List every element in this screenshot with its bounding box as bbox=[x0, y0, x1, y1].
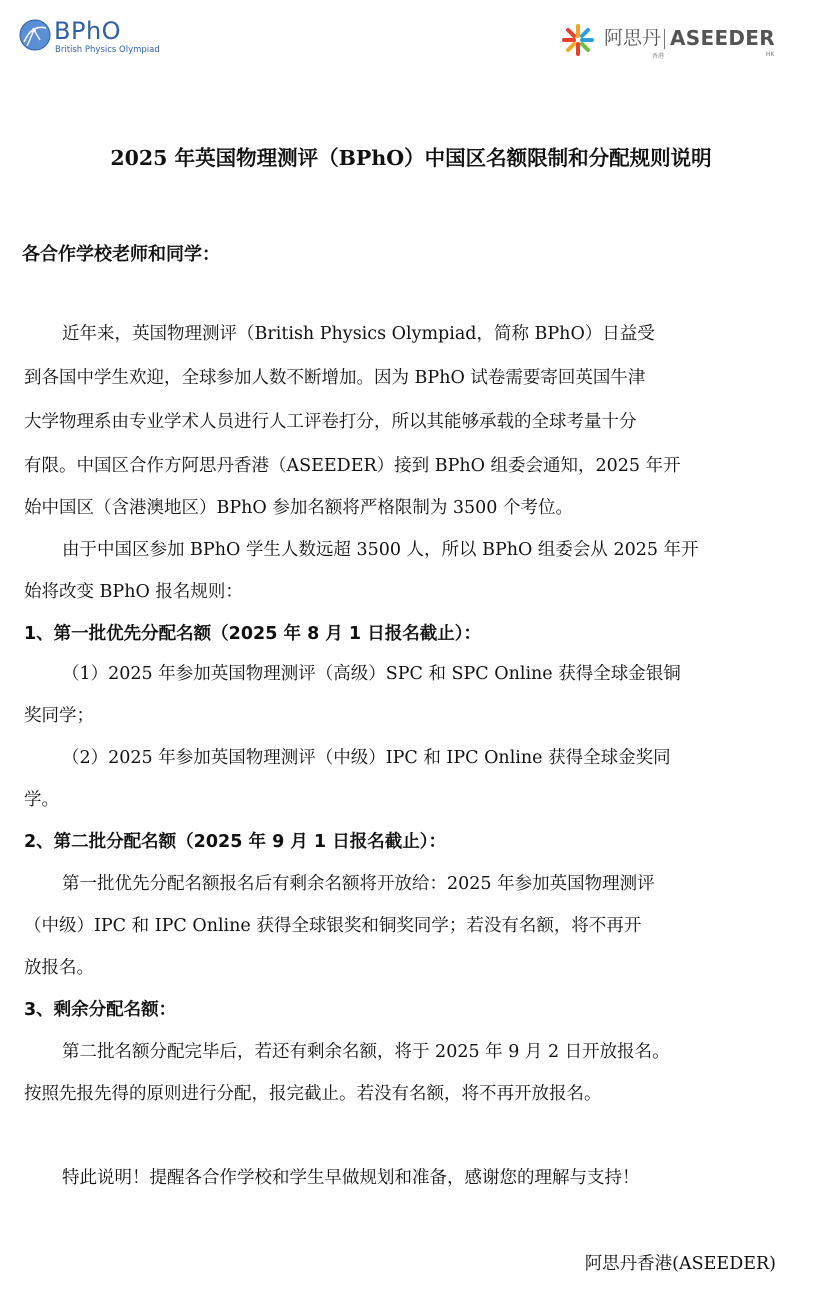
bpho-subtitle: British Physics Olympiad bbox=[55, 45, 160, 55]
document-title: 2025 年英国物理测评（BPhO）中国区名额限制和分配规则说明 bbox=[110, 146, 712, 170]
bpho-emblem-icon bbox=[18, 18, 52, 52]
section2-line: 放报名。 bbox=[24, 958, 94, 978]
change-line: 始将改变 BPhO 报名规则： bbox=[24, 582, 243, 602]
aseeder-divider bbox=[664, 29, 665, 49]
aseeder-chinese-name: 阿思丹 bbox=[604, 27, 662, 49]
section2-heading: 2、第二批分配名额（2025 年 9 月 1 日报名截止）： bbox=[24, 832, 446, 852]
intro-line: 近年来，英国物理测评（British Physics Olympiad，简称 BPhO）日益受 bbox=[62, 324, 655, 344]
aseeder-english-name: ASEEDER bbox=[670, 26, 775, 50]
page-header bbox=[0, 0, 822, 80]
aseeder-star-icon bbox=[560, 22, 596, 58]
bpho-wordmark: BPhO bbox=[54, 17, 122, 45]
intro-line: 大学物理系由专业学术人员进行人工评卷打分，所以其能够承载的全球考量十分 bbox=[24, 412, 637, 432]
aseeder-region: HK bbox=[766, 51, 775, 58]
closing-line: 特此说明！提醒各合作学校和学生早做规划和准备，感谢您的理解与支持！ bbox=[62, 1168, 640, 1188]
section3-line: 按照先报先得的原则进行分配，报完截止。若没有名额，将不再开放报名。 bbox=[24, 1084, 602, 1104]
aseeder-logo bbox=[560, 22, 790, 62]
section1-item2-line: 学。 bbox=[24, 790, 59, 810]
intro-line: 有限。中国区合作方阿思丹香港（ASEEDER）接到 BPhO 组委会通知，2025 年开 bbox=[24, 456, 681, 476]
section2-line: 第一批优先分配名额报名后有剩余名额将开放给：2025 年参加英国物理测评 bbox=[62, 874, 655, 894]
aseeder-chinese-sub: 香港 bbox=[652, 53, 665, 60]
change-line: 由于中国区参加 BPhO 学生人数远超 3500 人，所以 BPhO 组委会从 2025 年开 bbox=[62, 540, 699, 560]
section2-line: （中级）IPC 和 IPC Online 获得全球银奖和铜奖同学；若没有名额，将不再开 bbox=[24, 916, 642, 936]
section1-heading: 1、第一批优先分配名额（2025 年 8 月 1 日报名截止）： bbox=[24, 624, 481, 644]
section1-item1-line: （1）2025 年参加英国物理测评（高级）SPC 和 SPC Online 获得全球金银铜 bbox=[62, 664, 681, 684]
signature: 阿思丹香港(ASEEDER) bbox=[584, 1254, 776, 1274]
intro-line: 到各国中学生欢迎，全球参加人数不断增加。因为 BPhO 试卷需要寄回英国牛津 bbox=[24, 368, 646, 388]
salutation: 各合作学校老师和同学： bbox=[22, 244, 220, 265]
section1-item2-line: （2）2025 年参加英国物理测评（中级）IPC 和 IPC Online 获得全球金奖同 bbox=[62, 748, 671, 768]
intro-line: 始中国区（含港澳地区）BPhO 参加名额将严格限制为 3500 个考位。 bbox=[24, 498, 573, 518]
section1-item1-line: 奖同学； bbox=[24, 706, 94, 726]
section3-line: 第二批名额分配完毕后，若还有剩余名额，将于 2025 年 9 月 2 日开放报名。 bbox=[62, 1042, 670, 1062]
bpho-logo bbox=[18, 16, 158, 60]
section3-heading: 3、剩余分配名额： bbox=[24, 1000, 177, 1020]
